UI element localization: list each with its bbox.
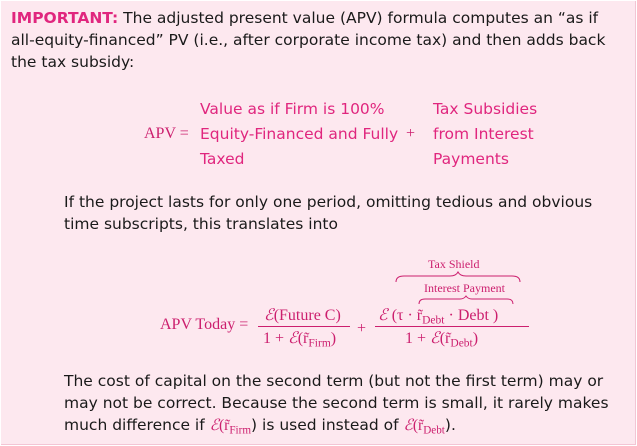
- para3-text-middle: ) is used instead of: [251, 416, 404, 434]
- para3-text-end: ).: [444, 416, 456, 434]
- interest-payment-label: Interest Payment: [424, 281, 505, 295]
- intro-text: The adjusted present value (APV) formula computes an “as if all-equity-financed” PV (i.e., after corporate income tax) and then adds back the tax subsidy:: [11, 9, 606, 71]
- apv-today-plus: +: [357, 320, 367, 337]
- cost-of-capital-paragraph: [64, 370, 624, 441]
- apv-term2-line1: Tax Subsidies: [433, 100, 538, 118]
- frac1-bar: [258, 326, 350, 327]
- one-period-paragraph: [64, 191, 624, 235]
- apv-today-lhs: APV Today =: [160, 316, 249, 333]
- one-period-text: If the project lasts for only one period, omitting tedious and obvious time subscripts, this translates into: [64, 193, 593, 233]
- important-callout-box: [1, 1, 636, 445]
- frac2-numerator: ℰ ($\tau \cdot r̃_{Debt}$ · Debt ): [378, 307, 499, 327]
- apv-term2-line3: Payments: [433, 150, 509, 168]
- important-label: IMPORTANT:: [11, 9, 119, 27]
- para3-e-firm: $ℰ(r̃_{Firm}$: [209, 417, 252, 437]
- apv-plus: +: [406, 125, 416, 142]
- apv-term2-line2: from Interest: [433, 125, 534, 143]
- frac2-denominator: $1 + ℰ(r̃_{Debt})$: [405, 330, 479, 350]
- intro-paragraph: [11, 7, 623, 73]
- interest-payment-brace: [418, 295, 514, 305]
- para3-text-before: The cost of capital on the second term (but not the first term) may or may not be correct. Because the second term is small, it rarely makes much difference if: [64, 372, 609, 434]
- apv-term1-line3: Taxed: [200, 150, 245, 168]
- frac1-denominator: $1 + ℰ(r̃_{Firm})$: [263, 330, 337, 350]
- tax-shield-label: Tax Shield: [428, 257, 480, 271]
- apv-term1-line2: Equity-Financed and Fully: [200, 125, 399, 143]
- apv-equals: APV =: [144, 125, 189, 142]
- frac1-numerator: ℰ(Future C): [264, 307, 341, 324]
- apv-term1-line1: Value as if Firm is 100%: [200, 100, 385, 118]
- para3-e-debt: $ℰ(r̃_{Debt}$: [403, 417, 445, 437]
- frac2-bar: [375, 326, 529, 327]
